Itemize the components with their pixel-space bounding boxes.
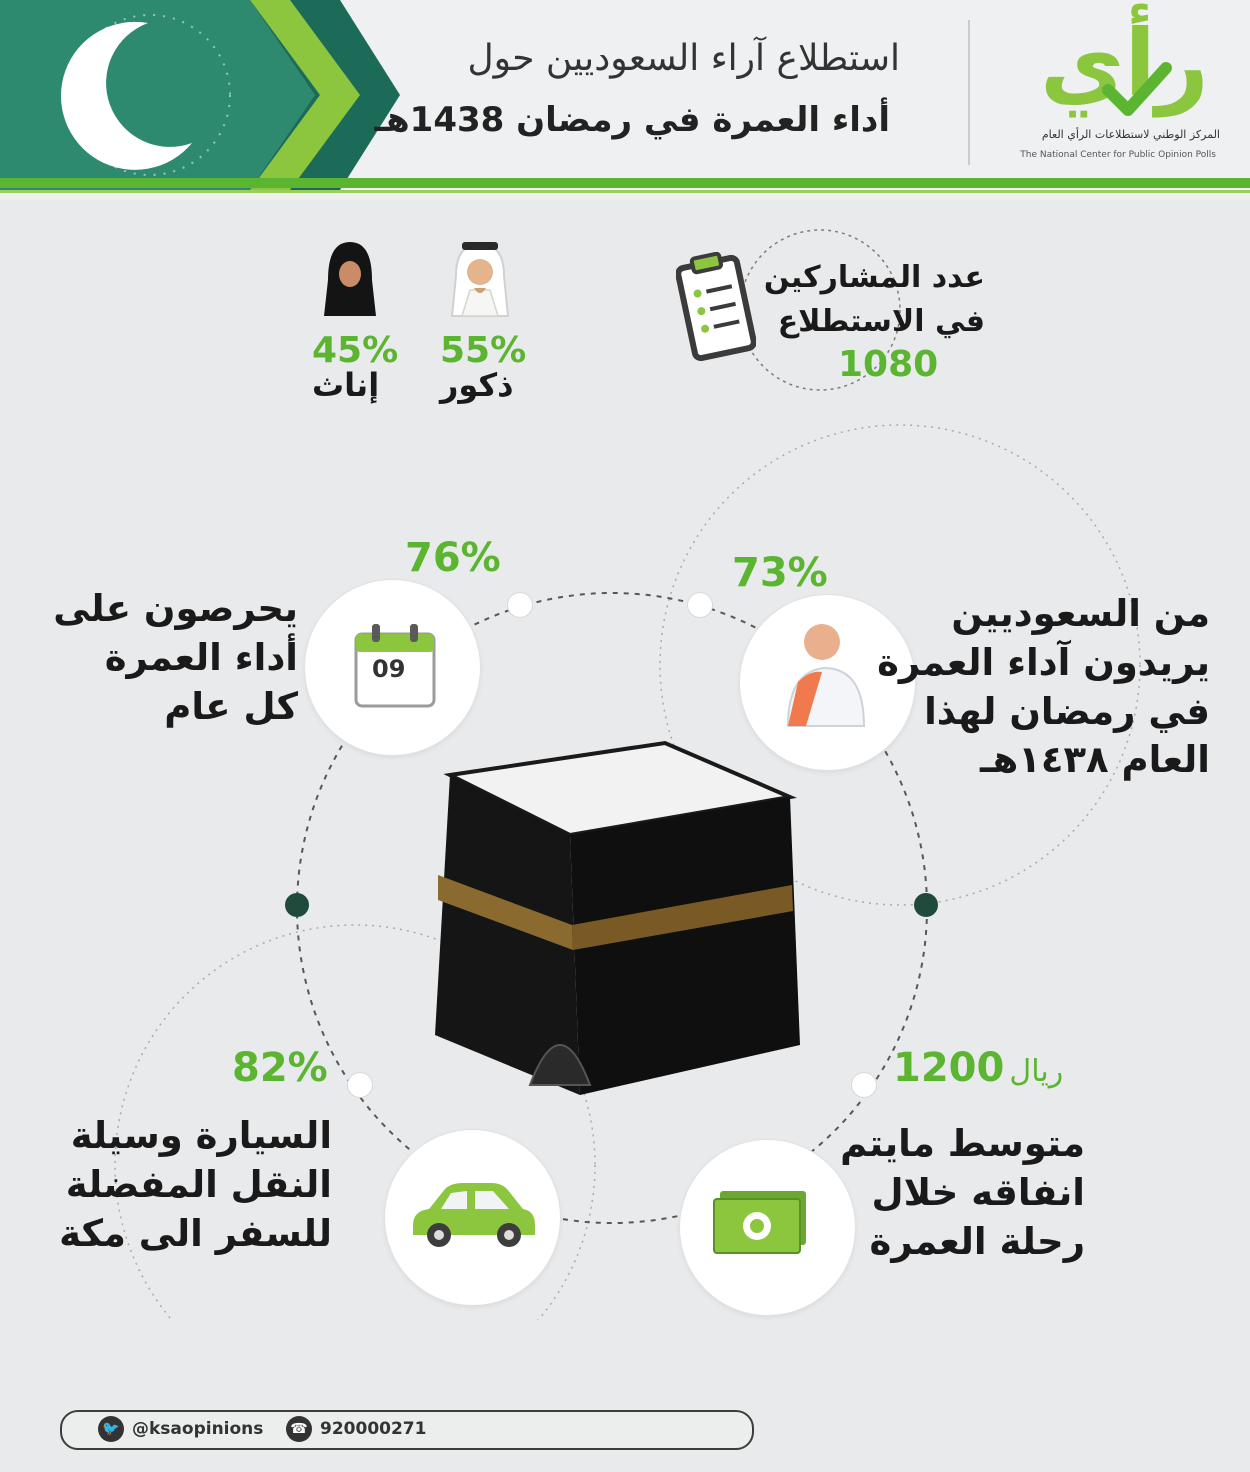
yearly-text-line3: كل عام: [164, 684, 298, 728]
man-ghutra-icon: [448, 236, 512, 318]
ramadan-text-line1: من السعوديين: [951, 592, 1210, 635]
yearly-text-line1: يحرصون على: [53, 587, 298, 630]
car-description: [59, 1112, 332, 1258]
ramadan-text-line4: العام ١٤٣٨هـ: [979, 738, 1210, 782]
logo-check-icon: [1102, 60, 1172, 120]
header-vertical-divider: [968, 20, 970, 165]
female-percentage: 45%: [312, 330, 399, 371]
logo-mark: رأي: [1040, 10, 1209, 117]
twitter-handle[interactable]: @ksaopinions: [132, 1419, 264, 1439]
header-divider-line: [0, 178, 1250, 188]
spend-amount: 1200: [893, 1045, 1005, 1091]
spend-description: [840, 1120, 1085, 1266]
spend-currency: ريال: [1009, 1054, 1064, 1089]
ramadan-text-line2: يريدون آداء العمرة: [877, 640, 1210, 684]
ramadan-description: [877, 590, 1210, 785]
female-label: إناث: [312, 366, 380, 404]
spend-text-line1: متوسط مايتم: [840, 1122, 1085, 1165]
car-text-line3: للسفر الى مكة: [59, 1211, 332, 1255]
male-label: ذكور: [440, 366, 514, 404]
orbit-dot: [914, 893, 938, 917]
spend-text-line2: انفاقه خلال: [871, 1170, 1085, 1214]
phone-icon: ☎: [286, 1416, 312, 1442]
phone-number[interactable]: 920000271: [320, 1419, 427, 1439]
participants-count: 1080: [838, 344, 939, 385]
participants-label-line1: عدد المشاركين: [763, 260, 985, 295]
yearly-text-line2: أداء العمرة: [104, 635, 298, 679]
woman-hijab-icon: [318, 236, 382, 318]
orbit-dot: [508, 593, 532, 617]
banknote-icon: [710, 1185, 810, 1260]
twitter-icon: 🐦: [98, 1416, 124, 1442]
ramadan-text-line3: في رمضان لهذا: [924, 689, 1210, 733]
page-title-line1: استطلاع آراء السعوديين حول: [467, 38, 900, 79]
yearly-description: [53, 585, 298, 731]
car-icon: [405, 1175, 540, 1255]
logo-name-english: The National Center for Public Opinion Polls: [1020, 150, 1216, 160]
participants-label-line2: في الاستطلاع: [777, 303, 985, 339]
male-percentage: 55%: [440, 330, 527, 371]
orbit-dot: [852, 1073, 876, 1097]
spend-amount-row: [893, 1045, 1073, 1091]
kaaba-icon: [420, 735, 810, 1105]
crescent-moon-icon: [60, 15, 200, 175]
header-divider-line-thin: [0, 190, 1250, 193]
ramadan-percentage: 73%: [732, 550, 828, 596]
car-percentage: 82%: [232, 1045, 328, 1091]
clipboard-checklist-icon: [676, 252, 756, 364]
calendar-day: 09: [372, 655, 406, 683]
orbit-dot: [348, 1073, 372, 1097]
yearly-percentage: 76%: [405, 535, 501, 581]
car-text-line1: السيارة وسيلة: [70, 1114, 332, 1157]
logo-name-arabic: المركز الوطني لاستطلاعات الرأي العام: [1041, 128, 1220, 141]
page-title-line2: أداء العمرة في رمضان 1438هـ: [374, 100, 890, 140]
spend-text-line3: رحلة العمرة: [869, 1219, 1085, 1263]
car-text-line2: النقل المفضلة: [65, 1162, 332, 1206]
participants-label: [764, 256, 985, 343]
orbit-dot: [688, 593, 712, 617]
orbit-dot: [285, 893, 309, 917]
